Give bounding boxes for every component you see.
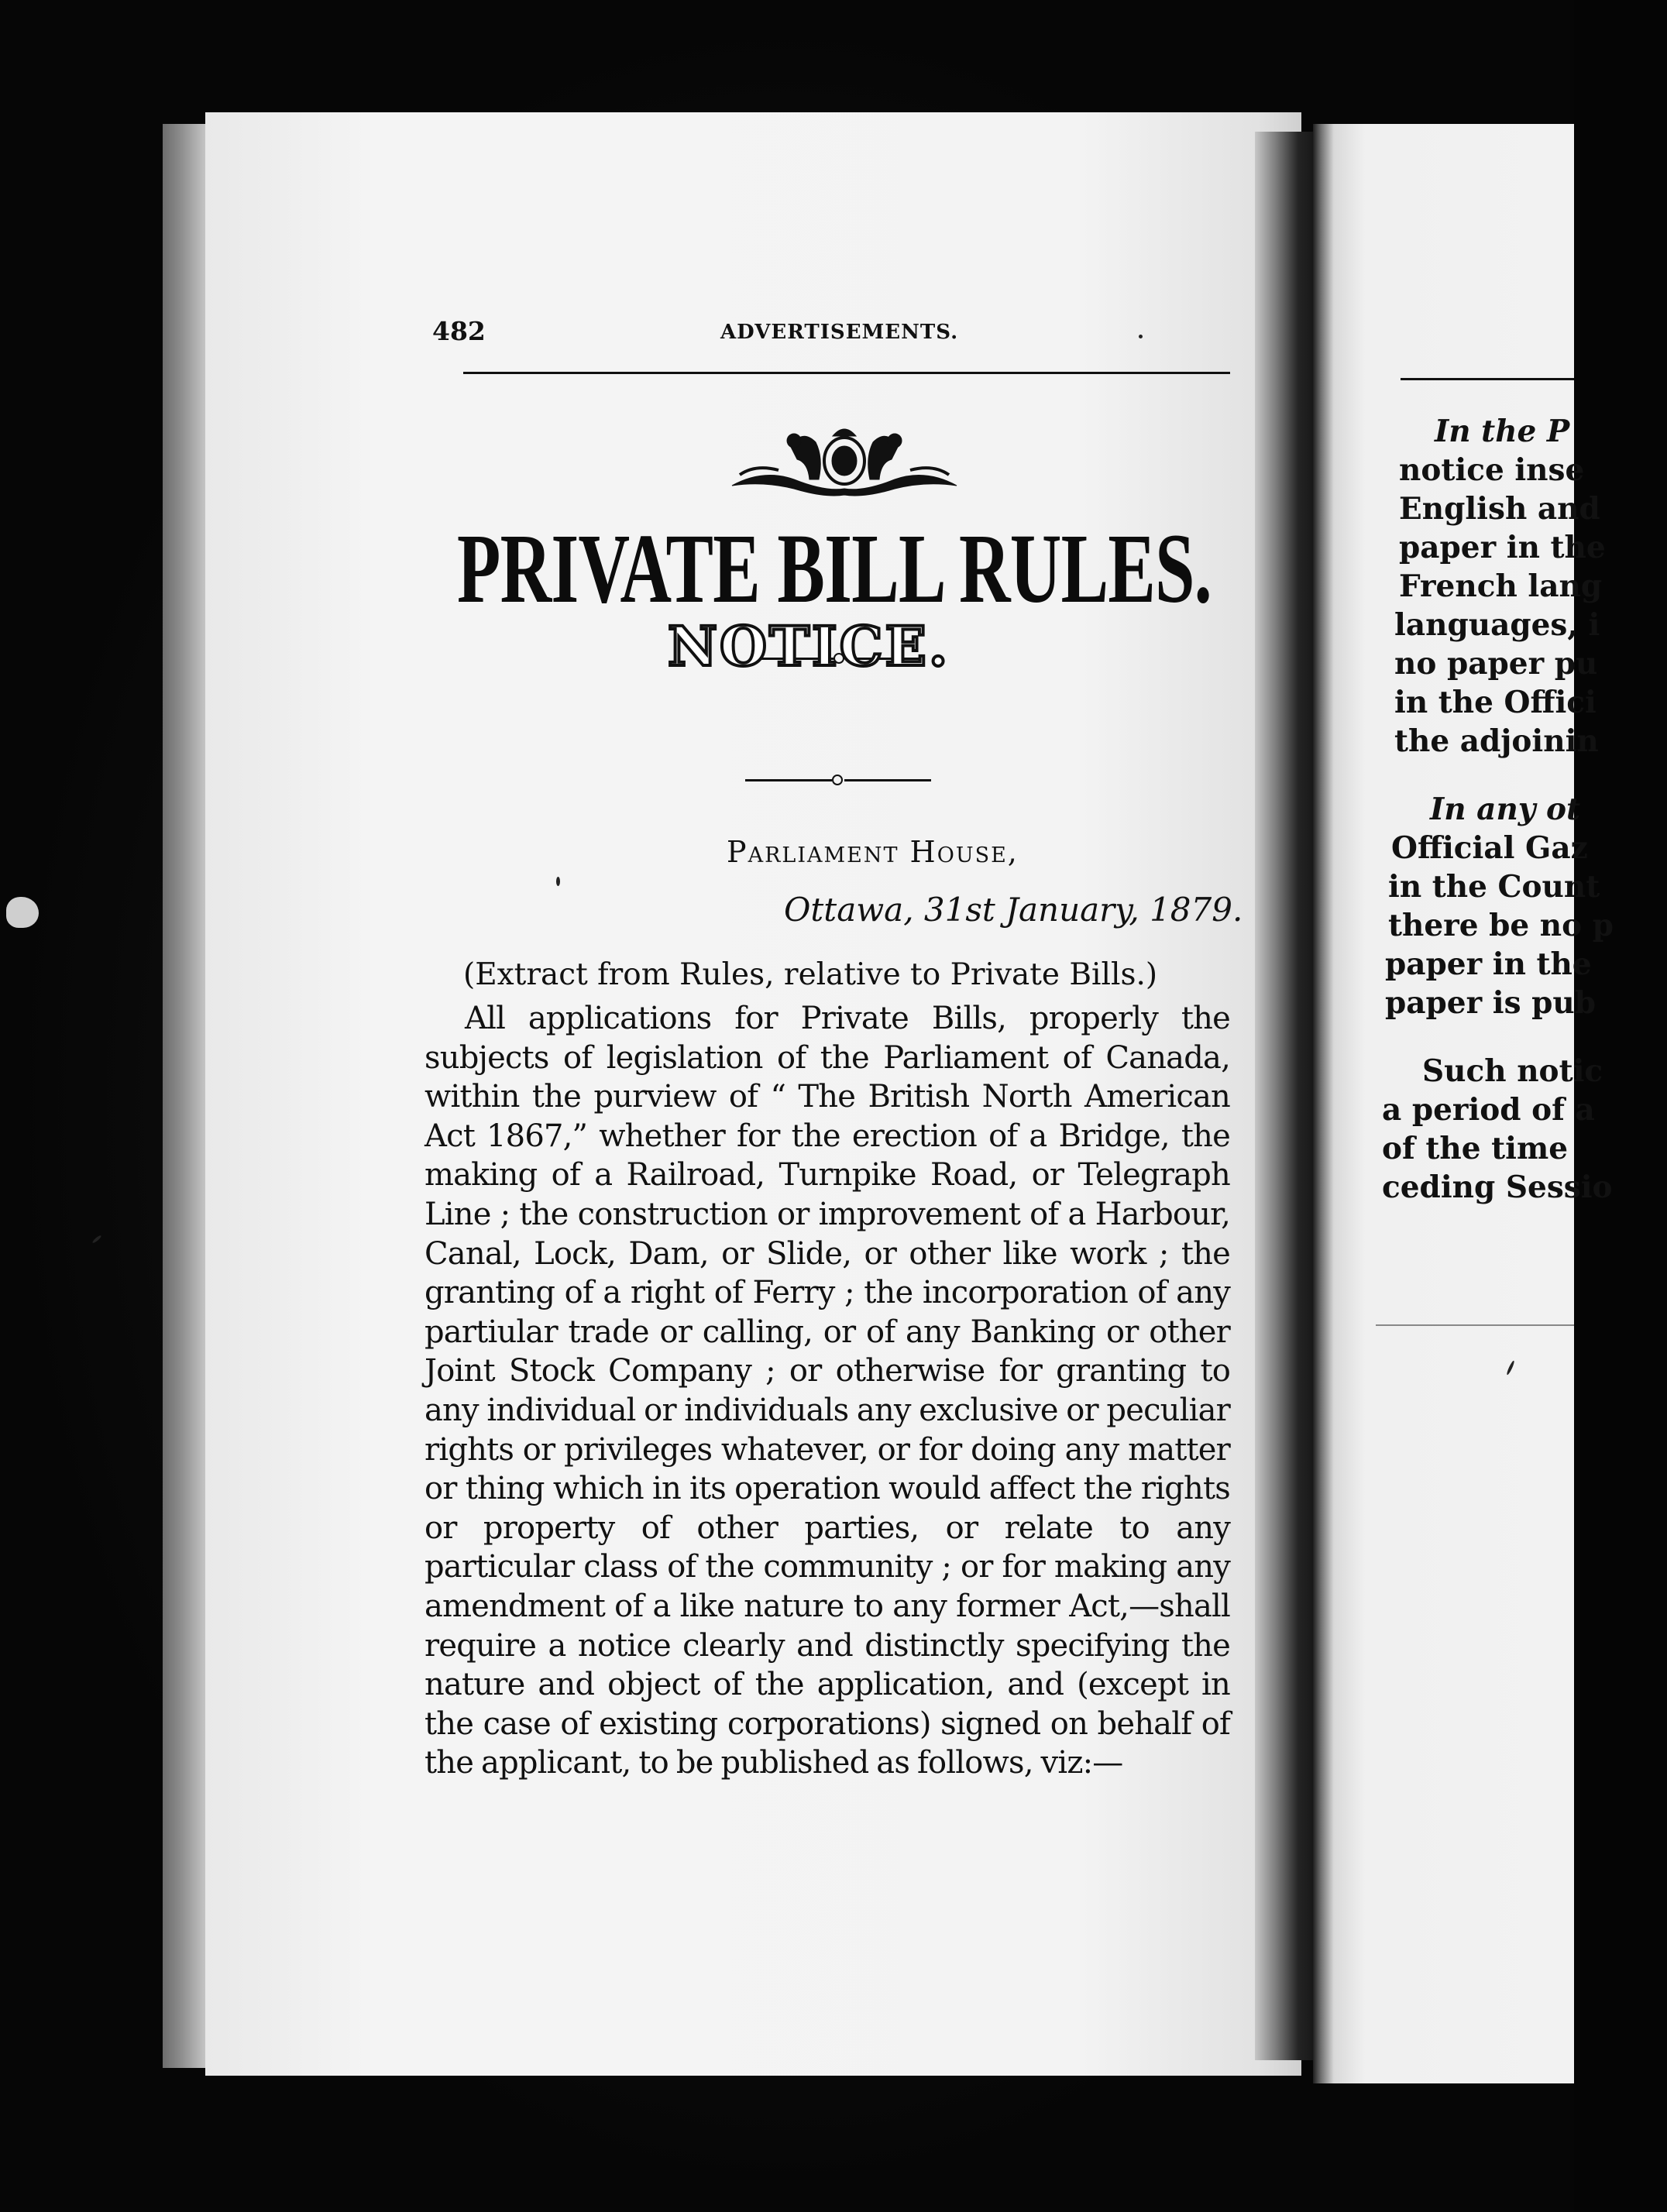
right-page-line: notice inse <box>1399 452 1585 488</box>
right-page-rule <box>1376 1324 1574 1326</box>
right-page-line: paper is pub <box>1385 985 1596 1021</box>
right-page-line: the adjoinin <box>1394 723 1599 759</box>
right-page-line: English and <box>1399 491 1600 527</box>
right-page-line: of the time <box>1382 1131 1569 1166</box>
right-page-line: In the P <box>1435 414 1570 449</box>
page-header <box>432 316 1230 355</box>
scan-speck <box>556 877 560 886</box>
right-page-rule <box>1401 378 1574 380</box>
right-page-line: there be no p <box>1388 908 1614 943</box>
right-page-line: in the Offici <box>1394 685 1597 720</box>
right-page-line: no paper pu <box>1394 646 1598 682</box>
right-page-line: Official Gaz <box>1391 830 1588 866</box>
right-page-line: paper in the <box>1385 946 1592 982</box>
scan-speck <box>1139 335 1143 338</box>
ornament-circle <box>832 775 843 785</box>
right-page-line: ceding Sessio <box>1382 1170 1613 1205</box>
book-gutter <box>1255 132 1317 2060</box>
right-page-line: French lang <box>1399 568 1603 604</box>
running-head: ADVERTISEMENTS. <box>720 321 959 344</box>
ornament-rule <box>844 779 931 781</box>
page-stack-edge <box>163 124 209 2068</box>
right-page-line: In any ot <box>1430 792 1581 827</box>
document-title: PRIVATE BILL RULES. <box>457 514 1212 623</box>
right-page-line: paper in the <box>1399 530 1606 565</box>
right-page-line: a period of a <box>1382 1092 1595 1128</box>
ornament-rule <box>745 779 832 781</box>
location-line: Parliament House, <box>727 835 1019 869</box>
page-number: 482 <box>432 316 486 346</box>
royal-crest-icon <box>717 414 972 500</box>
dateline: Ottawa, 31st January, 1879. <box>784 891 1243 929</box>
right-page-line: in the Count <box>1388 869 1600 905</box>
notice-heading: NOTICE. <box>668 614 950 678</box>
scan-artifact <box>6 897 39 928</box>
body-paragraph: All applications for Private Bills, properly the subjects of legislation of the Parliament of Canada, within the purview of “ The British North American Act 1867,” whether for the erection of a Bridge, the making of a Railroad, Turnpike Road, or Telegraph Line ; the construction or improvement of a Harbour, Canal, Lock, Dam, or Slide, or other like work ; the granting of a right of Ferry ; the incorporation of any partiular trade or calling, or of any Banking or other Joint Stock Company ; or otherwise for granting to any individual or individuals any exclusive or peculiar rights or privileges whatever, or for doing any matter or thing which in its operation would affect the rights or property of other parties, or relate to any particular class of the community ; or for making any amendment of a like nature to any former Act,—shall require a notice clearly and distinctly specifying the nature and object of the application, and (except in the case of existing corporations) signed on behalf of the applicant, to be published as follows, viz:— <box>424 1001 1230 1781</box>
extract-note: (Extract from Rules, relative to Private Bills.) <box>463 957 1158 992</box>
header-rule <box>463 372 1230 374</box>
right-page-line: languages, i <box>1394 607 1600 643</box>
right-page-line: Such notic <box>1422 1053 1603 1089</box>
